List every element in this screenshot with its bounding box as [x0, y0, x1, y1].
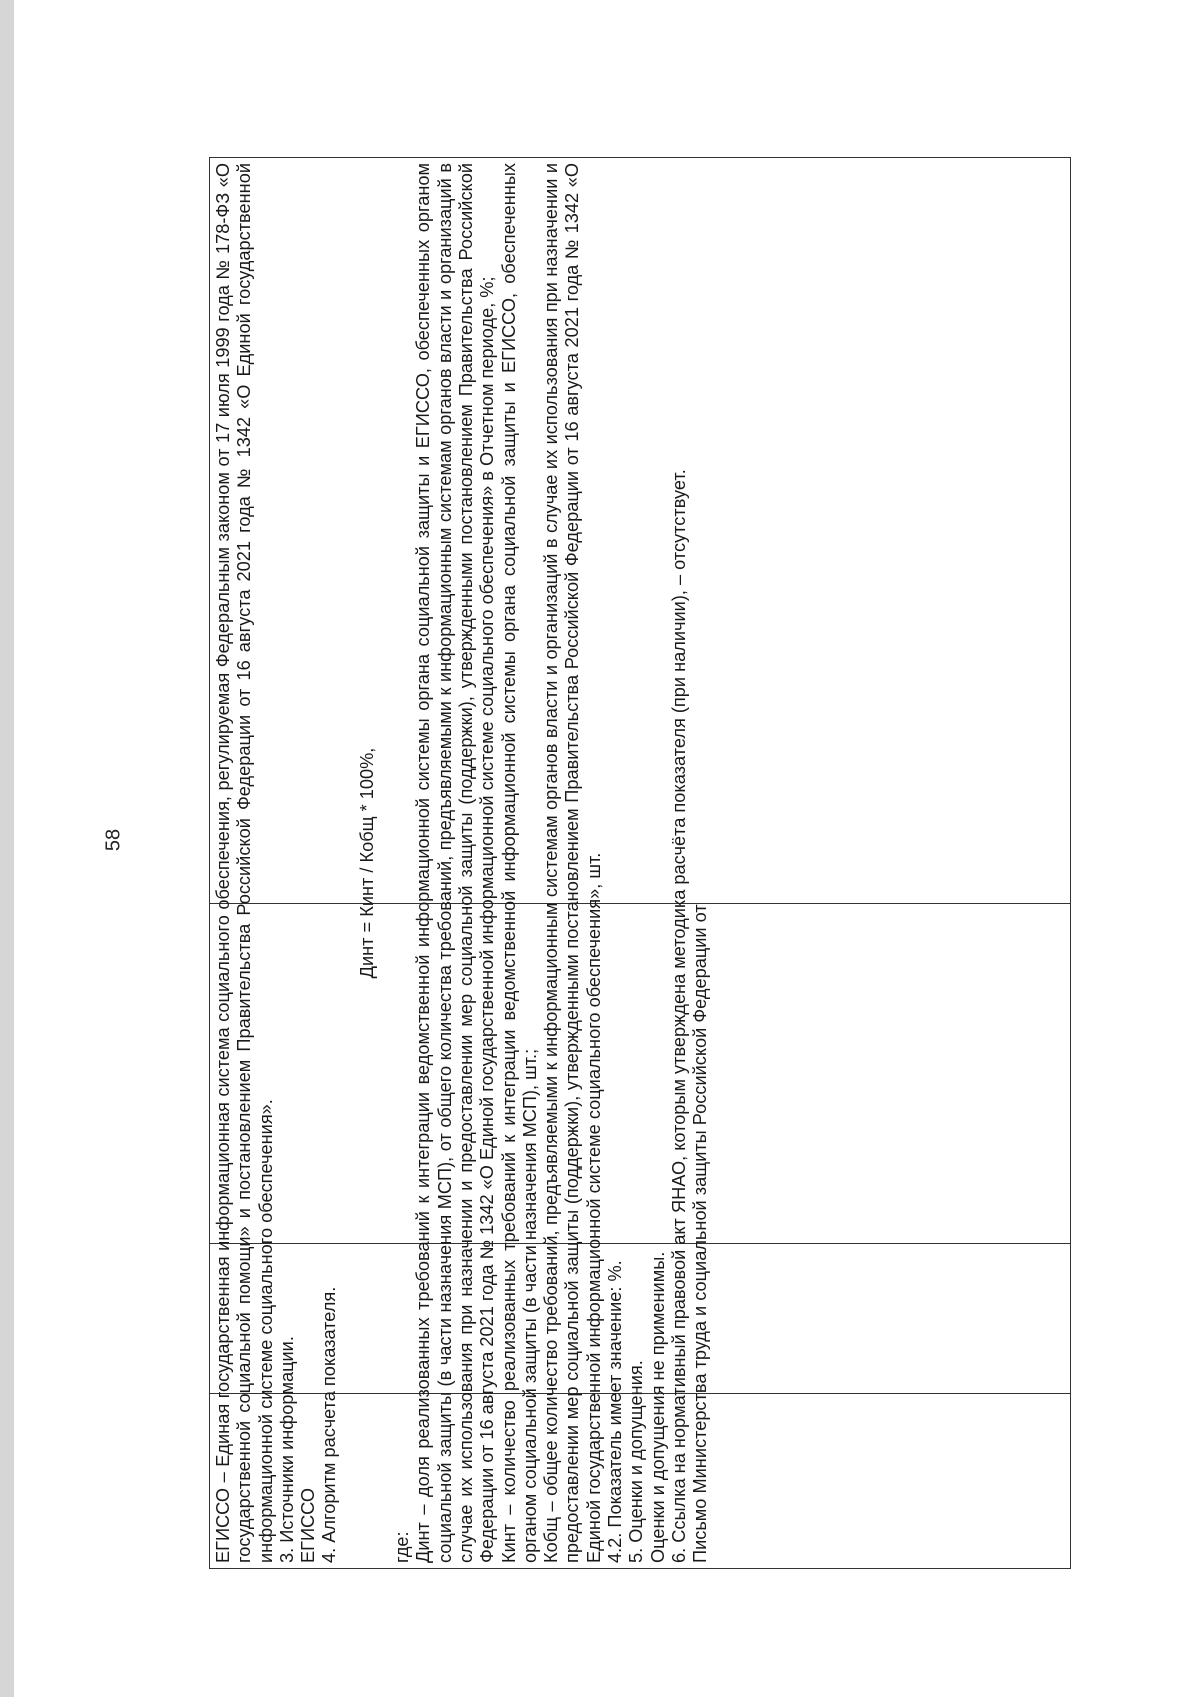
indicator-unit: 4.2. Показатель имеет значение: %.	[605, 1260, 626, 1563]
section-sources-heading: 3. Источники информации.	[276, 1336, 297, 1563]
dint-definition: Динт – доля реализованных требований к интеграции ведомственной информационной системы органа социальной защиты и ЕГИССО, обеспеченных органом социальной защиты (в части назначения МСП), от общего количества требований, предъявляемыми к информационным системам органов власти и организаций в случае их использования при назначении и предоставлении мер социальной защиты (поддержки), утвержденными постановлением Правительства Российской Федерации от 16 августа 2021 года № 1342 «О Единой государственной информационной системе социального обеспечения» в Отчетном периоде, %;	[413, 163, 498, 1563]
where-label: где:	[392, 1531, 413, 1563]
rotated-content	[210, 158, 1070, 1568]
assumptions-value: Оценки и допущения не применимы.	[647, 1251, 668, 1563]
calculation-formula: Динт = Кинт / Кобщ * 100%,	[356, 747, 377, 979]
methodology-cell	[213, 163, 1067, 1563]
sources-value: ЕГИССО	[298, 1487, 319, 1563]
indicator-table	[209, 157, 1071, 1569]
section-algorithm-heading: 4. Алгоритм расчета показателя.	[319, 1286, 340, 1563]
ministry-letter: Письмо Министерства труда и социальной защиты Российской Федерации от	[690, 904, 711, 1563]
section-legal-act: 6. Ссылка на нормативный правовой акт ЯНАО, которым утверждена методика расчёта показателя (при наличии), – отсутствует.	[668, 469, 689, 1563]
section-assumptions-heading: 5. Оценки и допущения.	[626, 1360, 647, 1563]
kint-definition: Кинт – количество реализованных требований к интеграции ведомственной информационной системы органа социальной защиты и ЕГИССО, обеспеченных органом социальной защиты (в части назначения МСП), шт.;	[498, 163, 540, 1563]
egisso-definition: ЕГИССО – Единая государственная информационная система социального обеспечения, регулируемая Федеральным законом от 17 июля 1999 года № 178-ФЗ «О государственной социальной помощи» и постановлением Правительства Российской Федерации от 16 августа 2021 года № 1342 «О Единой государственной информационной системе социального обеспечения».	[213, 163, 276, 1563]
kobsch-definition: Кобщ – общее количество требований, предъявляемыми к информационным системам органов власти и организаций в случае их использования при назначении и предоставлении мер социальной защиты (поддержки), утвержденными постановлением Правительства Российской Федерации от 16 августа 2021 года № 1342 «О Единой государственной информационной системе социального обеспечения», шт.	[541, 163, 604, 1563]
page-number: 58	[102, 828, 125, 852]
document-page	[14, 0, 1200, 1697]
